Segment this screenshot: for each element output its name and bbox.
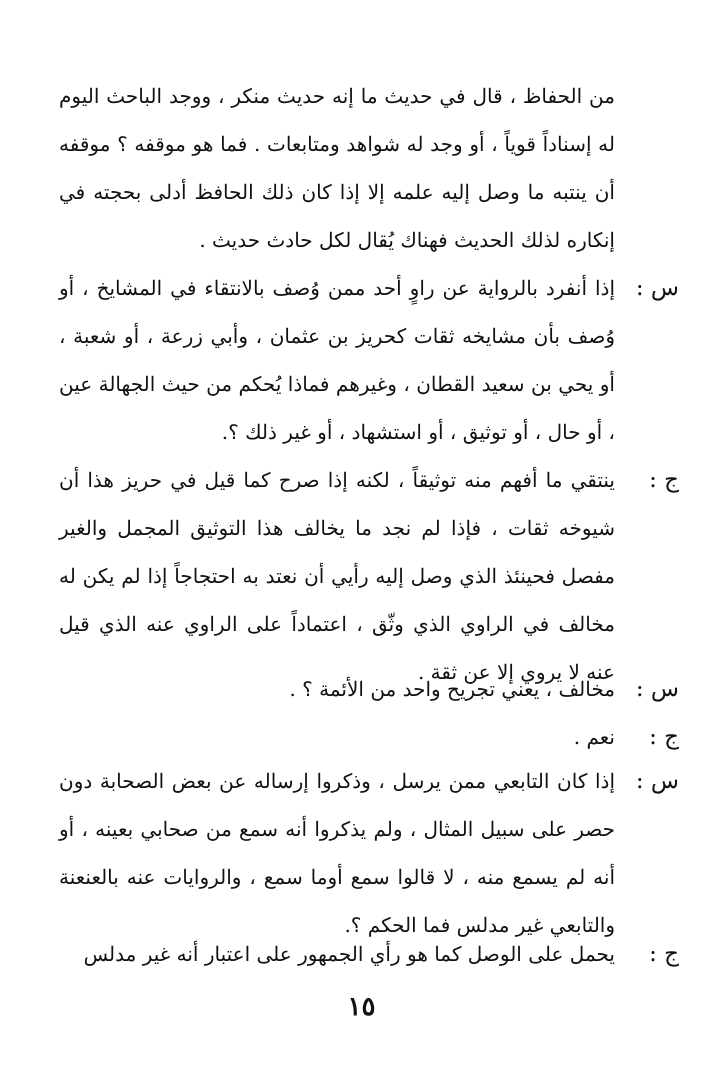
question-text: إذا أنفرد بالرواية عن راوٍ أحد ممن وُصف بالانتقاء في المشايخ ، أو وُصف بأن مشايخه ثقات كحريز بن عثمان ، وأبي زرعة ، أو شعبة ، أو يحي بن سعيد القطان ، وغيرهم فماذا يُحكم من حيث الجهالة عين ، أو حال ، أو توثيق ، أو استشهاد ، أو غير ذلك ؟.: [59, 276, 615, 444]
question-text: مخالف ، يعني تجريح واحد من الأئمة ؟ .: [289, 677, 615, 701]
answer-label: ج :: [649, 724, 679, 750]
intro-paragraph: من الحفاظ ، قال في حديث ما إنه حديث منكر ، ووجد الباحث اليوم له إسناداً قوياً ، أو وجد له شواهد ومتابعات . فما هو موقفه ؟ موقفه أن ينتبه ما وصل إليه علمه إلا إذا كان ذلك الحافظ أدلى بحجته في إنكاره لذلك الحديث فهناك يُقال لكل حادث حديث .: [59, 84, 615, 252]
answer-text: ينتقي ما أفهم منه توثيقاً ، لكنه إذا صرح كما قيل في حريز هذا أن شيوخه ثقات ، فإذا لم نجد ما يخالف هذا التوثيق المجمل والغير مفصل فحينئذ الذي وصل إليه رأيي أن نعتد به احتجاجاً إذا لم يكن له مخالف في الراوي الذي وثّق ، اعتماداً على الراوي عنه الذي قيل عنه لا يروي إلا عن ثقة .: [59, 468, 615, 684]
question-label: س :: [635, 768, 679, 794]
question-label: س :: [635, 275, 679, 301]
answer-text: يحمل على الوصل كما هو رأي الجمهور على اعتبار أنه غير مدلس: [83, 942, 615, 966]
answer-text: نعم .: [573, 725, 615, 749]
answer-label: ج :: [649, 467, 679, 493]
question-label: س :: [635, 676, 679, 702]
answer-label: ج :: [649, 941, 679, 967]
question-text: إذا كان التابعي ممن يرسل ، وذكروا إرساله عن بعض الصحابة دون حصر على سبيل المثال ، ولم يذكروا أنه سمع من صحابي بعينه ، أو أنه لم يسمع منه ، لا قالوا سمع أوما سمع ، والروايات عنه بالعنعنة والتابعي غير مدلس فما الحكم ؟.: [59, 769, 615, 937]
page-number: ١٥: [347, 992, 376, 1022]
